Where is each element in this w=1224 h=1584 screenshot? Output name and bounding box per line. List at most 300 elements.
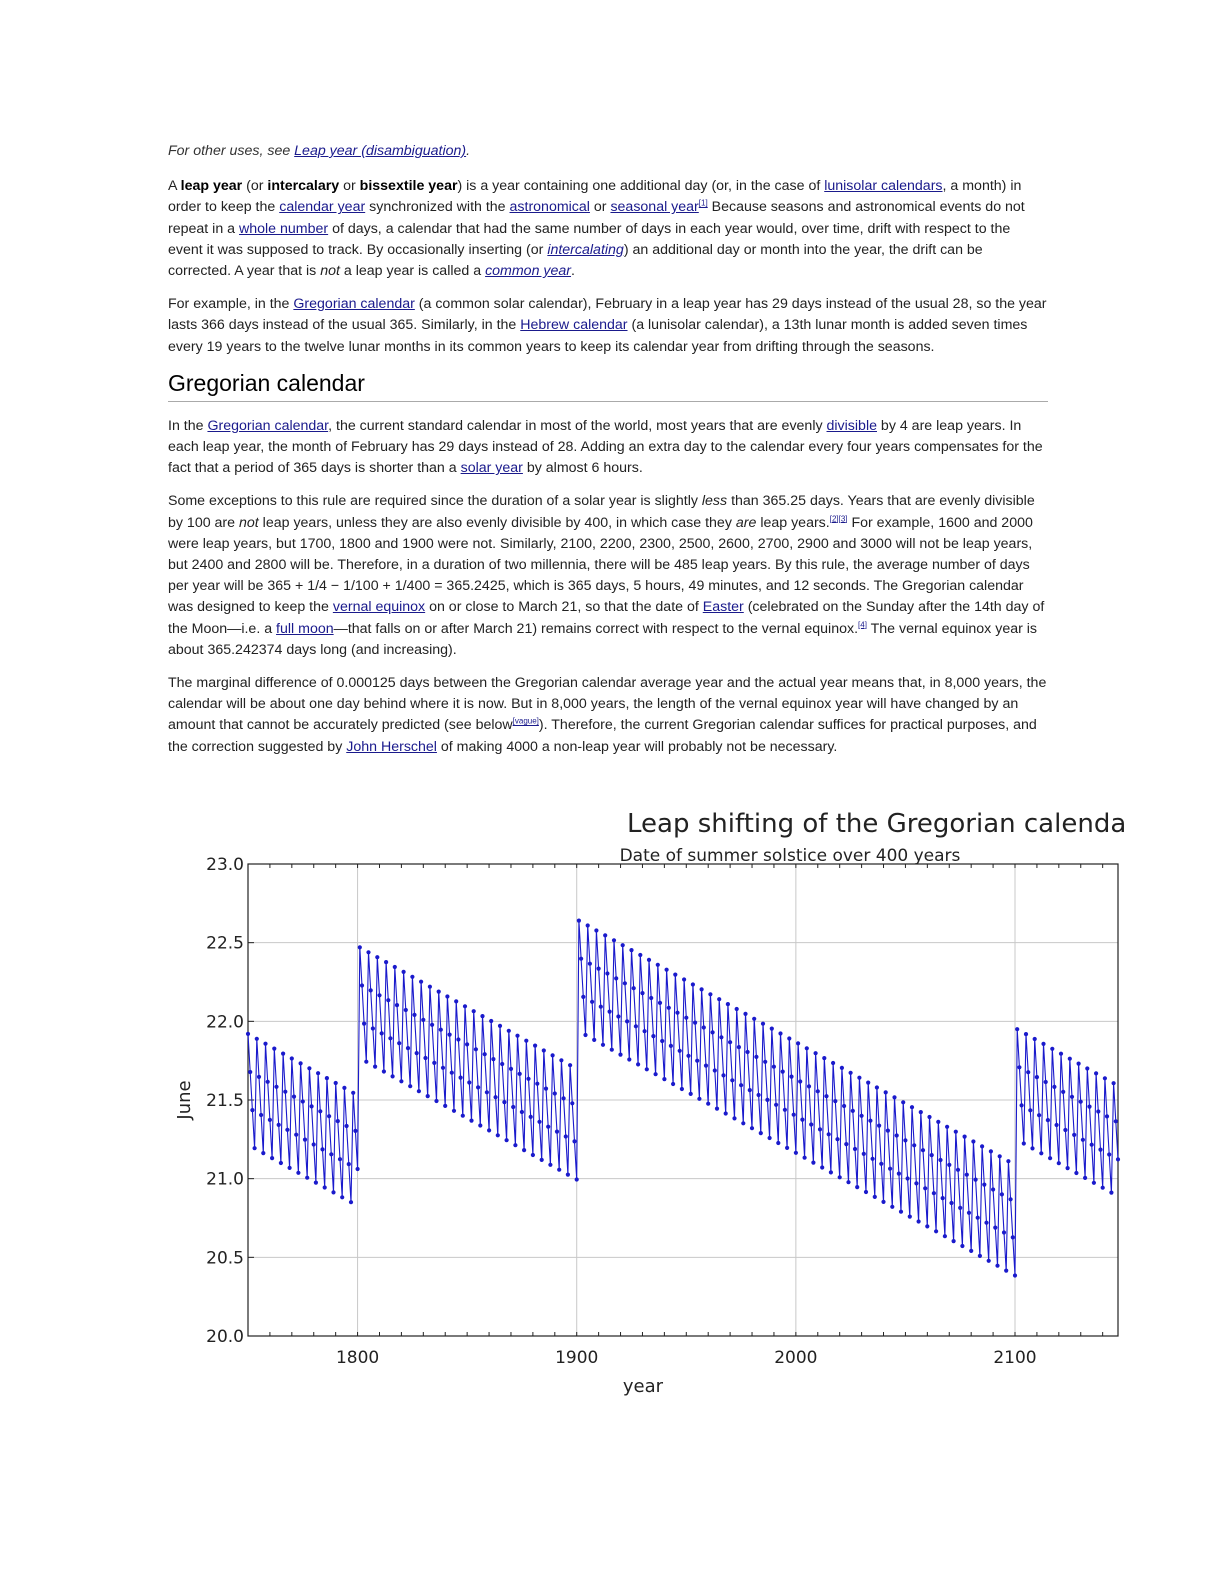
data-point [285, 1128, 289, 1132]
text: by almost 6 hours. [522, 460, 643, 477]
data-point [327, 1114, 331, 1118]
data-point [892, 1095, 896, 1099]
data-point [875, 1085, 879, 1089]
data-point [726, 1002, 730, 1006]
data-point [581, 995, 585, 999]
astronomical-link[interactable]: astronomical [509, 199, 590, 216]
article-body [168, 141, 1048, 770]
data-point [406, 1046, 410, 1050]
data-point [1039, 1151, 1043, 1155]
data-point [711, 1030, 715, 1034]
data-point [925, 1224, 929, 1228]
emphasis: not [239, 514, 259, 531]
data-point [697, 1097, 701, 1101]
data-point [772, 1065, 776, 1069]
data-point [949, 1201, 953, 1205]
data-point [562, 1096, 566, 1100]
data-point [735, 1007, 739, 1011]
data-point [974, 1178, 978, 1182]
data-point [623, 981, 627, 985]
x-tick-label: 1900 [555, 1348, 599, 1368]
lunisolar-calendars-link[interactable]: lunisolar calendars [824, 178, 943, 195]
gregorian-calendar-link[interactable]: Gregorian calendar [207, 417, 329, 434]
data-point [412, 1013, 416, 1017]
data-point [577, 919, 581, 923]
text: ) is a year containing one additional day (or, in the case of [457, 178, 825, 195]
hatnote [168, 141, 1048, 162]
data-point [568, 1063, 572, 1067]
data-point [954, 1130, 958, 1134]
data-point [432, 1061, 436, 1065]
data-point [428, 985, 432, 989]
data-point [908, 1215, 912, 1219]
hatnote-text: For other uses, see [168, 143, 295, 159]
data-point [1020, 1103, 1024, 1107]
data-point [1096, 1109, 1100, 1113]
data-point [439, 1028, 443, 1032]
data-point [971, 1139, 975, 1143]
data-point [656, 963, 660, 967]
data-point [294, 1133, 298, 1137]
data-point [485, 1090, 489, 1094]
data-point [586, 923, 590, 927]
data-point [288, 1166, 292, 1170]
data-point [886, 1129, 890, 1133]
y-axis-label: June [174, 1080, 195, 1120]
data-point [932, 1191, 936, 1195]
data-point [860, 1114, 864, 1118]
data-point [719, 1035, 723, 1039]
section-heading: Gregorian calendar [168, 370, 1048, 402]
data-point [643, 1029, 647, 1033]
data-point [1011, 1235, 1015, 1239]
data-point [331, 1190, 335, 1194]
data-point [794, 1151, 798, 1155]
data-point [537, 1120, 541, 1124]
y-tick-label: 21.5 [206, 1091, 244, 1111]
data-point [842, 1104, 846, 1108]
data-point [380, 1031, 384, 1035]
data-point [695, 1059, 699, 1063]
whole-number-link[interactable]: whole number [239, 220, 329, 237]
y-tick-label: 22.0 [206, 1012, 244, 1033]
data-point [375, 955, 379, 959]
data-point [542, 1048, 546, 1052]
data-point [969, 1249, 973, 1253]
data-point [768, 1136, 772, 1140]
data-point [364, 1060, 368, 1064]
data-point [248, 1070, 252, 1074]
data-point [678, 1049, 682, 1053]
data-point [483, 1052, 487, 1056]
emphasis: less [701, 493, 728, 510]
data-point [638, 953, 642, 957]
data-point [566, 1173, 570, 1177]
data-point [993, 1226, 997, 1230]
data-point [991, 1187, 995, 1191]
data-point [434, 1099, 438, 1103]
data-point [702, 1025, 706, 1029]
data-point [1022, 1141, 1026, 1145]
data-point [1035, 1075, 1039, 1079]
data-point [1066, 1166, 1070, 1170]
data-point [934, 1229, 938, 1233]
chart-title: Leap shifting of the Gregorian calendar [627, 809, 1128, 839]
data-point [789, 1075, 793, 1079]
gregorian-paragraph-1 [168, 416, 1048, 480]
data-point [1079, 1100, 1083, 1104]
data-point [353, 1129, 357, 1133]
data-point [686, 1054, 690, 1058]
data-point [833, 1099, 837, 1103]
hatnote-end: . [466, 143, 471, 159]
data-point [597, 967, 601, 971]
data-point [820, 1165, 824, 1169]
data-point [1048, 1156, 1052, 1160]
data-point [787, 1036, 791, 1040]
data-point [658, 1001, 662, 1005]
data-point [632, 986, 636, 990]
data-point [1028, 1108, 1032, 1112]
data-point [336, 1119, 340, 1123]
data-point [995, 1264, 999, 1268]
chart-svg [168, 800, 1128, 1410]
data-point [555, 1130, 559, 1134]
data-point [649, 996, 653, 1000]
data-point [474, 1047, 478, 1051]
data-point [491, 1057, 495, 1061]
data-point [480, 1014, 484, 1018]
data-point [259, 1113, 263, 1117]
data-point [592, 1038, 596, 1042]
y-tick-label: 22.5 [206, 933, 244, 954]
data-point [1041, 1042, 1045, 1046]
data-point [838, 1175, 842, 1179]
data-point [750, 1126, 754, 1130]
data-point [965, 1173, 969, 1177]
data-point [1077, 1062, 1081, 1066]
data-point [1074, 1171, 1078, 1175]
data-point [1000, 1192, 1004, 1196]
calendar-year-link[interactable]: calendar year [279, 199, 366, 216]
data-point [1068, 1057, 1072, 1061]
data-point [689, 1092, 693, 1096]
data-point [272, 1047, 276, 1051]
term-bissextile: bissextile year [359, 178, 458, 195]
data-point [910, 1105, 914, 1109]
data-point [437, 990, 441, 994]
data-point [614, 976, 618, 980]
data-point [761, 1022, 765, 1026]
data-point [618, 1053, 622, 1057]
data-point [864, 1190, 868, 1194]
vague-tag-link[interactable]: [vague] [512, 716, 539, 726]
data-point [849, 1071, 853, 1075]
data-point [691, 982, 695, 986]
john-herschel-link[interactable]: John Herschel [346, 738, 437, 755]
data-point [255, 1037, 259, 1041]
data-point [459, 1076, 463, 1080]
data-point [465, 1042, 469, 1046]
y-tick-label: 20.0 [206, 1327, 244, 1347]
data-point [445, 994, 449, 998]
data-point [369, 988, 373, 992]
data-point [770, 1027, 774, 1031]
data-point [1037, 1113, 1041, 1117]
data-point [305, 1176, 309, 1180]
data-point [640, 991, 644, 995]
data-point [268, 1118, 272, 1122]
text: For example, in the [168, 296, 294, 313]
data-point [310, 1104, 314, 1108]
data-point [1070, 1095, 1074, 1099]
data-point [1046, 1118, 1050, 1122]
data-point [257, 1075, 261, 1079]
data-point [494, 1095, 498, 1099]
hebrew-calendar-link[interactable]: Hebrew calendar [520, 317, 628, 334]
disambiguation-link[interactable]: Leap year (disambiguation) [294, 143, 467, 159]
data-point [669, 1044, 673, 1048]
data-point [334, 1081, 338, 1085]
data-point [680, 1087, 684, 1091]
data-point [448, 1033, 452, 1037]
data-point [984, 1221, 988, 1225]
data-point [873, 1195, 877, 1199]
data-point [739, 1083, 743, 1087]
data-point [450, 1071, 454, 1075]
data-point [840, 1066, 844, 1070]
data-point [266, 1080, 270, 1084]
data-point [715, 1107, 719, 1111]
text: . [571, 263, 575, 280]
data-point [888, 1167, 892, 1171]
data-point [496, 1133, 500, 1137]
data-point [1114, 1119, 1118, 1123]
data-point [1004, 1269, 1008, 1273]
data-point [489, 1019, 493, 1023]
data-point [518, 1072, 522, 1076]
data-point [1090, 1143, 1094, 1147]
data-point [507, 1029, 511, 1033]
data-point [279, 1161, 283, 1165]
data-point [342, 1086, 346, 1090]
data-point [559, 1058, 563, 1062]
text: , a month) in order to keep the [168, 178, 1022, 216]
data-point [373, 1065, 377, 1069]
vernal-equinox-link[interactable]: vernal equinox [332, 599, 426, 616]
data-point [384, 960, 388, 964]
data-point [807, 1084, 811, 1088]
data-point [757, 1093, 761, 1097]
data-point [943, 1234, 947, 1238]
data-point [261, 1151, 265, 1155]
term-intercalary: intercalary [267, 178, 340, 195]
data-point [608, 1010, 612, 1014]
data-point [246, 1032, 250, 1036]
data-point [721, 1073, 725, 1077]
data-point [798, 1079, 802, 1083]
gregorian-calendar-link[interactable]: Gregorian calendar [293, 296, 415, 313]
data-point [274, 1085, 278, 1089]
data-point [1107, 1152, 1111, 1156]
data-point [553, 1091, 557, 1095]
data-point [564, 1134, 568, 1138]
data-point [292, 1095, 296, 1099]
text: leap years, unless they are also evenly divisible by 400, in which case they [258, 514, 736, 531]
data-point [393, 965, 397, 969]
text: In the [168, 417, 208, 434]
text: by 4 are leap years. In each leap year, the month of February has 29 days instead of 28. Adding an extra day to the calendar every four years compensates for the fact that a period of 365 days is shorter than a [168, 417, 1043, 477]
data-point [371, 1026, 375, 1030]
data-point [588, 962, 592, 966]
x-axis-label: year [622, 1376, 664, 1397]
data-point [704, 1064, 708, 1068]
data-point [303, 1138, 307, 1142]
data-point [548, 1163, 552, 1167]
data-point [250, 1108, 254, 1112]
data-point [660, 1039, 664, 1043]
data-point [814, 1051, 818, 1055]
data-point [963, 1135, 967, 1139]
data-point [785, 1146, 789, 1150]
data-point [509, 1067, 513, 1071]
data-point [338, 1157, 342, 1161]
data-point [277, 1123, 281, 1127]
text: or [589, 199, 611, 216]
data-point [774, 1103, 778, 1107]
data-point [906, 1176, 910, 1180]
data-point [665, 968, 669, 972]
data-point [410, 975, 414, 979]
data-point [627, 1057, 631, 1061]
text: synchronized with the [365, 199, 510, 216]
data-point [947, 1163, 951, 1167]
citation-link[interactable]: [1] [698, 198, 708, 208]
text: (or [242, 178, 268, 195]
data-point [713, 1068, 717, 1072]
full-moon-link[interactable]: full moon [276, 620, 334, 637]
data-point [1002, 1230, 1006, 1234]
data-point [724, 1111, 728, 1115]
data-point [452, 1109, 456, 1113]
data-point [647, 958, 651, 962]
data-point [397, 1041, 401, 1045]
data-point [583, 1033, 587, 1037]
y-tick-label: 20.5 [206, 1248, 244, 1269]
data-point [693, 1021, 697, 1025]
data-point [487, 1128, 491, 1132]
data-point [408, 1084, 412, 1088]
data-point [921, 1148, 925, 1152]
data-point [382, 1069, 386, 1073]
data-point [960, 1244, 964, 1248]
data-point [625, 1019, 629, 1023]
data-point [325, 1076, 329, 1080]
data-point [603, 933, 607, 937]
data-point [1063, 1128, 1067, 1132]
solar-year-link[interactable]: solar year [460, 460, 523, 477]
data-point [728, 1040, 732, 1044]
data-point [730, 1078, 734, 1082]
data-point [967, 1211, 971, 1215]
data-point [616, 1014, 620, 1018]
data-point [301, 1099, 305, 1103]
data-point [1057, 1161, 1061, 1165]
data-point [783, 1108, 787, 1112]
data-point [1087, 1105, 1091, 1109]
citation-link[interactable]: [4] [858, 619, 867, 629]
data-point [540, 1158, 544, 1162]
data-point [952, 1239, 956, 1243]
data-point [601, 1043, 605, 1047]
data-point [329, 1152, 333, 1156]
gregorian-paragraph-3 [168, 673, 1048, 758]
text: Some exceptions to this rule are required since the duration of a solar year is slightly [168, 493, 702, 510]
text: leap years. [756, 514, 830, 531]
data-point [754, 1055, 758, 1059]
common-year-link[interactable]: common year [485, 263, 572, 280]
data-point [1094, 1071, 1098, 1075]
citation-link[interactable]: [2][3] [829, 513, 848, 523]
data-point [792, 1113, 796, 1117]
x-tick-label: 2100 [993, 1348, 1037, 1368]
data-point [426, 1094, 430, 1098]
data-point [978, 1254, 982, 1258]
data-point [505, 1138, 509, 1142]
text: A [168, 178, 181, 195]
data-point [391, 1074, 395, 1078]
data-point [671, 1082, 675, 1086]
data-point [605, 971, 609, 975]
data-point [526, 1077, 530, 1081]
data-point [377, 993, 381, 997]
x-tick-label: 1800 [335, 1348, 380, 1368]
data-point [1098, 1148, 1102, 1152]
data-point [347, 1162, 351, 1166]
intercalating-link[interactable]: intercalating [547, 241, 624, 258]
intro-paragraph [168, 176, 1048, 282]
easter-link[interactable]: Easter [702, 599, 744, 616]
divisible-link[interactable]: divisible [826, 417, 877, 434]
data-point [316, 1071, 320, 1075]
data-point [535, 1082, 539, 1086]
data-point [456, 1037, 460, 1041]
x-tick-label: 2000 [774, 1348, 818, 1368]
data-point [818, 1127, 822, 1131]
solstice-chart [168, 800, 1128, 1410]
data-point [636, 1062, 640, 1066]
data-point [1015, 1027, 1019, 1031]
data-point [682, 977, 686, 981]
data-point [941, 1196, 945, 1200]
data-point [871, 1157, 875, 1161]
data-point [283, 1090, 287, 1094]
data-point [708, 992, 712, 996]
data-point [912, 1143, 916, 1147]
data-point [956, 1168, 960, 1172]
data-point [803, 1156, 807, 1160]
text: ) an additional day or month into the year, the drift can be corrected. A year that is [168, 241, 983, 280]
data-point [741, 1121, 745, 1125]
data-point [594, 928, 598, 932]
data-point [824, 1094, 828, 1098]
seasonal-year-link[interactable]: seasonal year [610, 199, 699, 216]
data-point [752, 1017, 756, 1021]
data-point [1085, 1066, 1089, 1070]
data-point [835, 1137, 839, 1141]
text: of days, a calendar that had the same number of days in each year would, over time, drift with respect to the event it was supposed to track. By occasionally inserting (or [168, 220, 1011, 258]
data-point [421, 1018, 425, 1022]
